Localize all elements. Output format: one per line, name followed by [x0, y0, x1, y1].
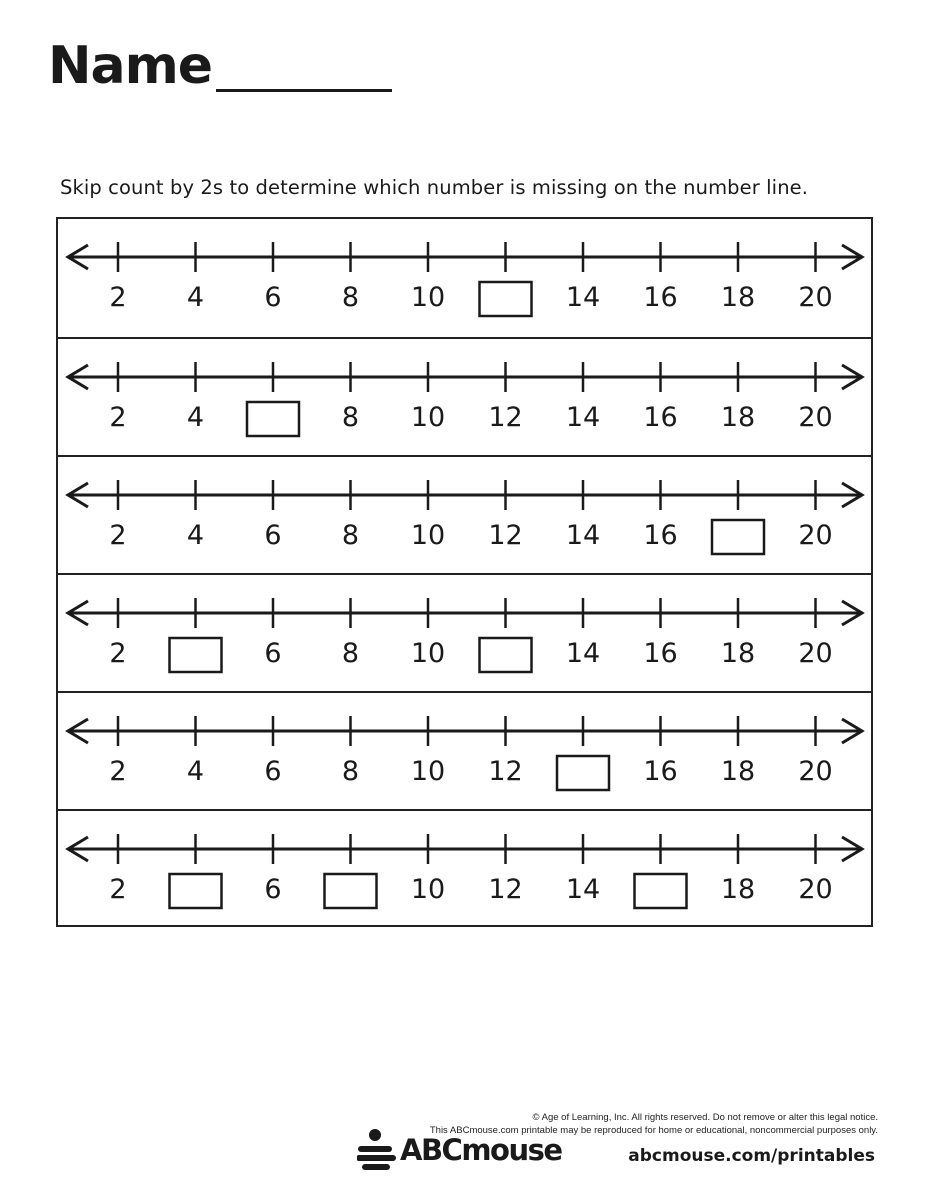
missing-number-box[interactable]: [170, 874, 222, 908]
tick-label: 2: [109, 520, 127, 551]
number-line: [58, 811, 870, 929]
printables-url[interactable]: abcmouse.com/printables: [628, 1146, 875, 1166]
tick-label: 20: [798, 402, 833, 433]
tick-label: 14: [565, 874, 601, 905]
tick-label: 14: [565, 402, 601, 433]
missing-number-box[interactable]: [635, 874, 687, 908]
missing-number-box[interactable]: [712, 520, 764, 554]
tick-label: 2: [109, 638, 127, 669]
missing-number-box[interactable]: [557, 756, 609, 790]
tick-label: 16: [643, 282, 678, 313]
tick-label: 6: [264, 638, 282, 669]
tick-label: 18: [720, 638, 756, 669]
tick-label: 10: [410, 874, 446, 905]
missing-number-box[interactable]: [325, 874, 377, 908]
number-line-row: [58, 573, 871, 691]
tick-label: 4: [186, 282, 205, 313]
tick-label: 14: [565, 520, 601, 551]
missing-number-box[interactable]: [480, 638, 532, 672]
tick-label: 6: [264, 756, 282, 787]
number-line: [58, 693, 870, 811]
tick-label: 18: [720, 402, 756, 433]
name-write-line[interactable]: [216, 89, 392, 92]
number-line: [58, 219, 870, 337]
tick-label: 10: [410, 638, 446, 669]
tick-label: 18: [720, 282, 756, 313]
tick-label: 2: [109, 756, 127, 787]
tick-label: 8: [341, 282, 360, 313]
tick-label: 20: [798, 756, 833, 787]
number-line: [58, 339, 870, 457]
mouse-logo-icon: [357, 1128, 397, 1174]
missing-number-box[interactable]: [247, 402, 299, 436]
tick-label: 18: [720, 756, 756, 787]
tick-label: 6: [264, 282, 282, 313]
tick-label: 6: [264, 520, 282, 551]
tick-label: 12: [488, 402, 523, 433]
number-line-row: [58, 691, 871, 809]
number-line: [58, 575, 870, 693]
number-line: [58, 457, 870, 575]
tick-label: 8: [341, 402, 360, 433]
tick-label: 8: [341, 638, 360, 669]
instructions: Skip count by 2s to determine which number is missing on the number line.: [60, 176, 809, 199]
tick-label: 6: [264, 874, 282, 905]
tick-label: 4: [186, 756, 205, 787]
tick-label: 16: [643, 520, 678, 551]
tick-label: 12: [488, 874, 523, 905]
tick-label: 16: [643, 638, 678, 669]
tick-label: 20: [798, 638, 833, 669]
legal-line: This ABCmouse.com printable may be reproduced for home or educational, noncommercial purposes only.: [429, 1125, 878, 1136]
legal-line: © Age of Learning, Inc. All rights reserved. Do not remove or alter this legal notice.: [532, 1112, 878, 1123]
tick-label: 10: [410, 520, 446, 551]
missing-number-box[interactable]: [480, 282, 532, 316]
tick-label: 20: [798, 874, 833, 905]
number-line-row: [58, 337, 871, 455]
tick-label: 2: [109, 874, 127, 905]
tick-label: 4: [186, 520, 205, 551]
tick-label: 4: [186, 402, 205, 433]
tick-label: 18: [720, 874, 756, 905]
tick-label: 12: [488, 520, 523, 551]
tick-label: 14: [565, 638, 601, 669]
logo-wordmark: ABCmouse: [400, 1133, 562, 1167]
tick-label: 8: [341, 520, 360, 551]
tick-label: 10: [410, 756, 446, 787]
tick-label: 14: [565, 282, 601, 313]
number-line-table: [56, 217, 873, 927]
number-line-row: [58, 455, 871, 573]
tick-label: 8: [341, 756, 360, 787]
tick-label: 12: [488, 756, 523, 787]
tick-label: 20: [798, 282, 833, 313]
number-line-row: [58, 219, 871, 337]
tick-label: 2: [109, 282, 127, 313]
tick-label: 20: [798, 520, 833, 551]
tick-label: 16: [643, 756, 678, 787]
tick-label: 16: [643, 402, 678, 433]
missing-number-box[interactable]: [170, 638, 222, 672]
number-line-row: [58, 809, 871, 927]
tick-label: 10: [410, 282, 446, 313]
tick-label: 10: [410, 402, 446, 433]
name-label: Name: [48, 36, 213, 96]
tick-label: 2: [109, 402, 127, 433]
